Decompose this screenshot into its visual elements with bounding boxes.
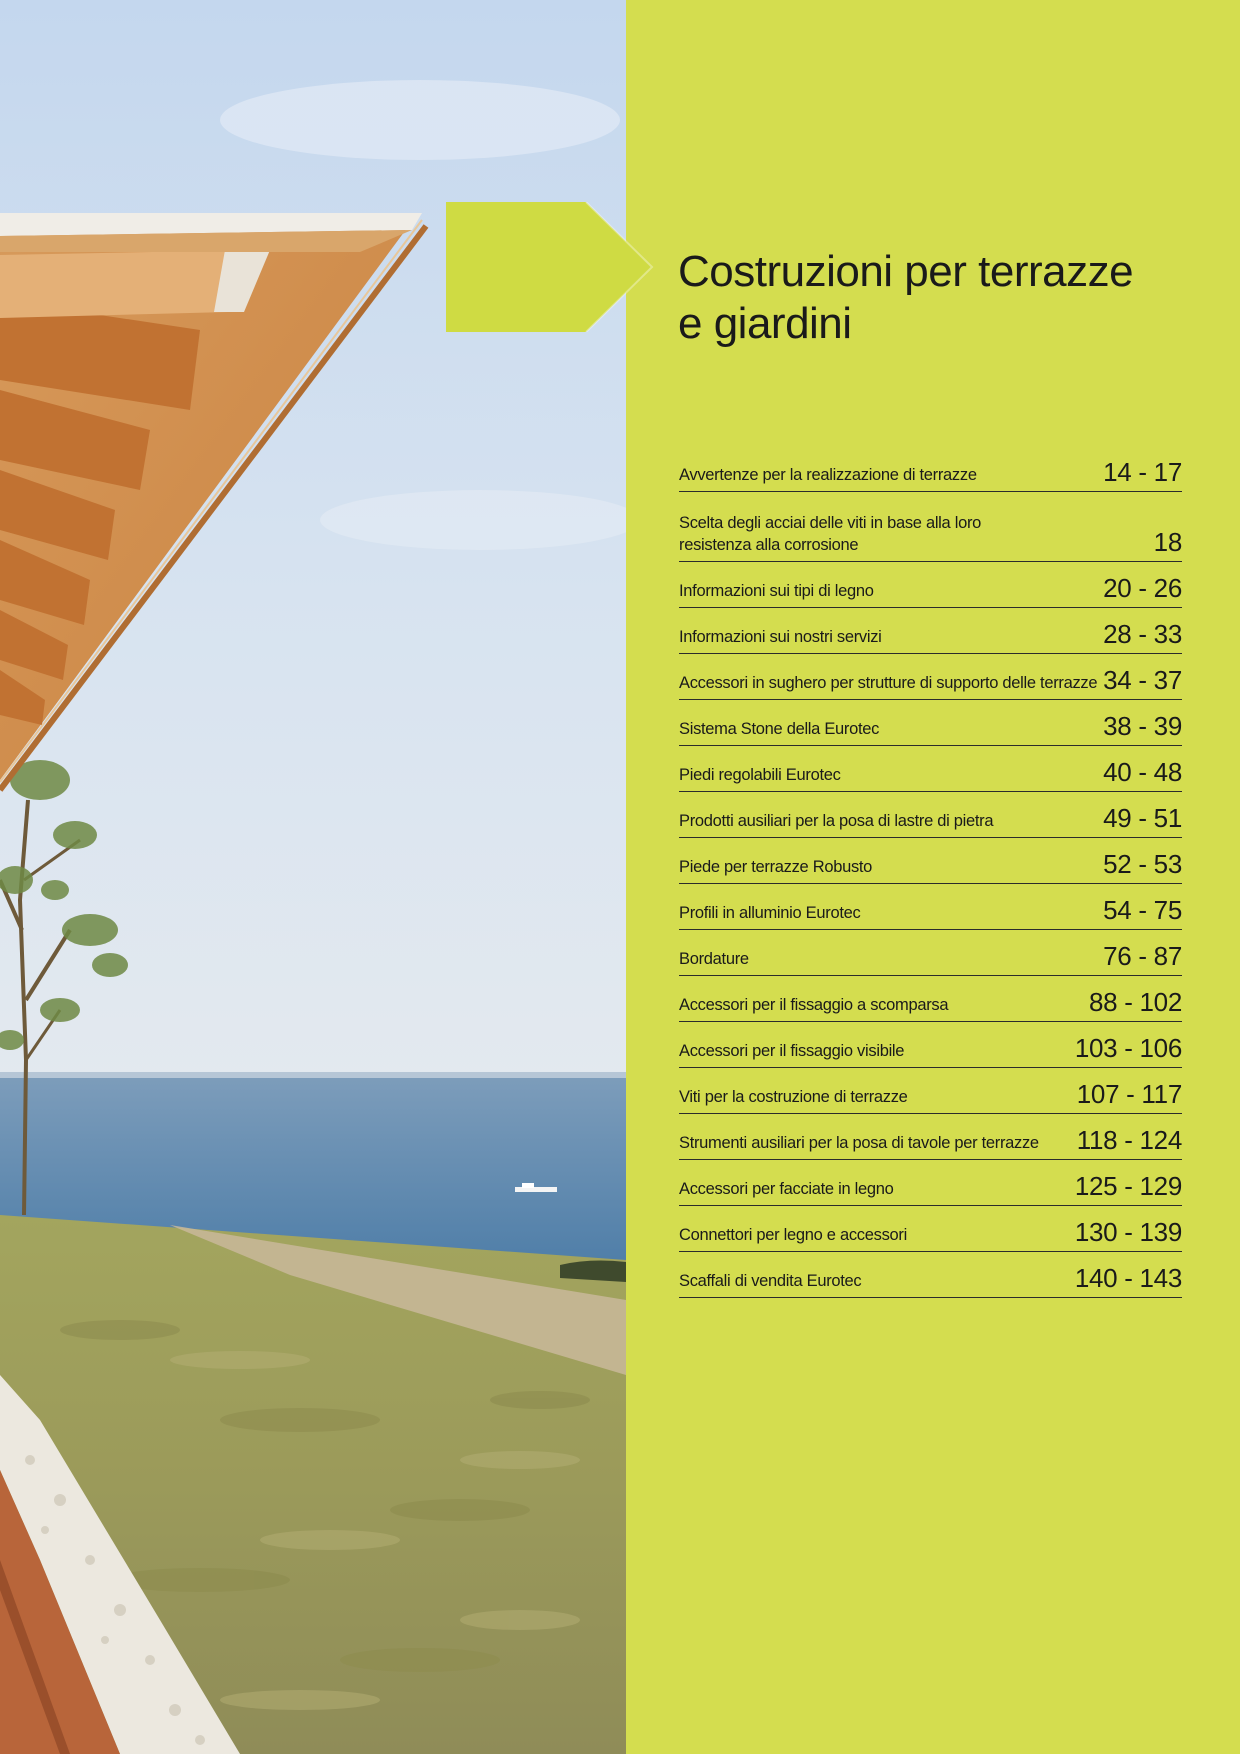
page-title xyxy=(678,246,1198,350)
toc-row[interactable] xyxy=(679,1114,1182,1160)
toc-pages: 140 - 143 xyxy=(1074,1263,1182,1293)
toc-row[interactable] xyxy=(679,446,1182,492)
toc-pages: 118 - 124 xyxy=(1076,1125,1182,1155)
toc-pages: 103 - 106 xyxy=(1074,1033,1182,1063)
toc-row[interactable] xyxy=(679,930,1182,976)
toc-label: Viti per la costruzione di terrazze xyxy=(679,1088,908,1106)
toc-row[interactable] xyxy=(679,792,1182,838)
title-line-1: Costruzioni per terrazze xyxy=(678,247,1134,296)
toc-label: Informazioni sui nostri servizi xyxy=(679,628,882,646)
toc-row[interactable] xyxy=(679,976,1182,1022)
toc-row[interactable] xyxy=(679,700,1182,746)
toc-row[interactable] xyxy=(679,654,1182,700)
toc-pages: 49 - 51 xyxy=(1103,803,1182,833)
toc-label: Connettori per legno e accessori xyxy=(679,1226,907,1244)
toc-label: Profili in alluminio Eurotec xyxy=(679,904,861,922)
toc-pages: 88 - 102 xyxy=(1088,987,1182,1017)
toc-label: Scaffali di vendita Eurotec xyxy=(679,1272,862,1290)
toc-label: Avvertenze per la realizzazione di terrazze xyxy=(679,466,977,484)
toc-pages: 18 xyxy=(1153,527,1182,557)
table-of-contents xyxy=(679,446,1182,1298)
toc-pages: 52 - 53 xyxy=(1103,849,1182,879)
section-arrow-marker xyxy=(446,202,666,332)
toc-pages: 130 - 139 xyxy=(1074,1217,1182,1247)
toc-row[interactable] xyxy=(679,1206,1182,1252)
toc-pages: 40 - 48 xyxy=(1103,757,1182,787)
toc-label: Scelta degli acciai delle viti in base alla loro resistenza alla corrosione xyxy=(679,514,982,554)
toc-label: Accessori per il fissaggio visibile xyxy=(679,1042,905,1060)
toc-pages: 20 - 26 xyxy=(1103,573,1182,603)
toc-label: Piede per terrazze Robusto xyxy=(679,858,873,876)
toc-label: Accessori in sughero per strutture di supporto delle terrazze xyxy=(679,674,1098,692)
toc-row[interactable] xyxy=(679,608,1182,654)
toc-label: Piedi regolabili Eurotec xyxy=(679,766,841,784)
toc-row[interactable] xyxy=(679,562,1182,608)
toc-pages: 38 - 39 xyxy=(1103,711,1182,741)
toc-pages: 76 - 87 xyxy=(1103,941,1182,971)
toc-pages: 14 - 17 xyxy=(1103,457,1182,487)
toc-label: Strumenti ausiliari per la posa di tavole per terrazze xyxy=(679,1134,1039,1152)
toc-row[interactable] xyxy=(679,884,1182,930)
toc-pages: 125 - 129 xyxy=(1074,1171,1182,1201)
toc-pages: 107 - 117 xyxy=(1076,1079,1182,1109)
toc-label: Accessori per facciate in legno xyxy=(679,1180,894,1198)
toc-row[interactable] xyxy=(679,746,1182,792)
toc-label: Bordature xyxy=(679,950,749,968)
toc-row[interactable] xyxy=(679,1068,1182,1114)
toc-label: Sistema Stone della Eurotec xyxy=(679,720,880,738)
toc-pages: 34 - 37 xyxy=(1103,665,1182,695)
toc-label: Prodotti ausiliari per la posa di lastre di pietra xyxy=(679,812,994,830)
title-line-2: e giardini xyxy=(678,299,852,348)
toc-row[interactable] xyxy=(679,492,1182,562)
toc-row[interactable] xyxy=(679,1252,1182,1298)
toc-pages: 28 - 33 xyxy=(1103,619,1182,649)
toc-row[interactable] xyxy=(679,838,1182,884)
toc-label: Informazioni sui tipi di legno xyxy=(679,582,874,600)
toc-label: Accessori per il fissaggio a scomparsa xyxy=(679,996,949,1014)
toc-pages: 54 - 75 xyxy=(1103,895,1182,925)
toc-row[interactable] xyxy=(679,1022,1182,1068)
toc-row[interactable] xyxy=(679,1160,1182,1206)
